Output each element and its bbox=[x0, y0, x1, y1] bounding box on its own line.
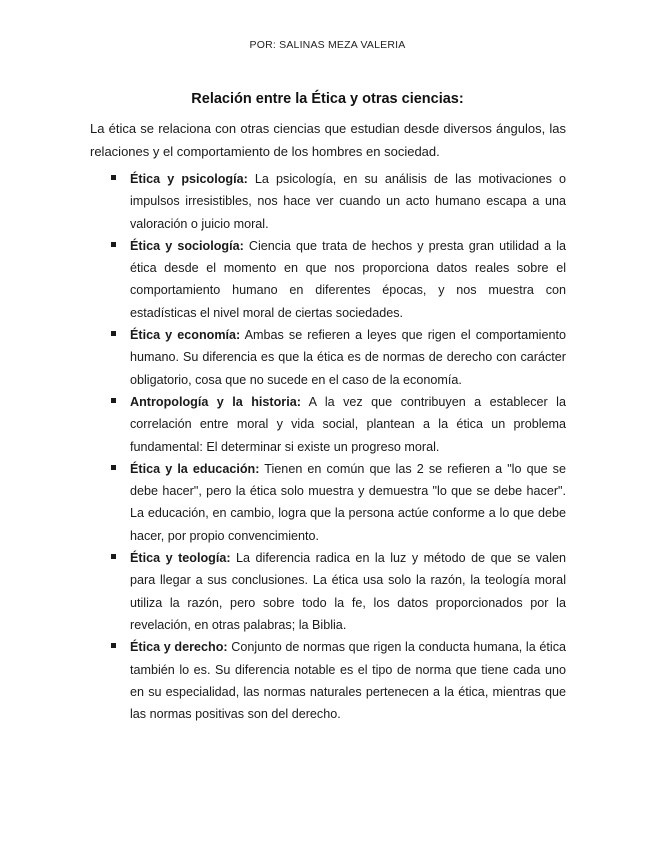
square-bullet-icon bbox=[111, 465, 116, 470]
list-item-term: Ética y sociología: bbox=[130, 238, 244, 253]
relations-list bbox=[90, 168, 566, 725]
list-item bbox=[90, 547, 566, 636]
list-item bbox=[90, 458, 566, 547]
list-item-term: Antropología y la historia: bbox=[130, 394, 301, 409]
square-bullet-icon bbox=[111, 175, 116, 180]
page-header-author: POR: SALINAS MEZA VALERIA bbox=[249, 39, 406, 51]
list-item-term: Ética y teología: bbox=[130, 551, 231, 566]
list-item-text: Tienen en común que las 2 se refieren a "lo que se debe hacer", pero la ética solo muestra y demuestra "lo que se debe hacer". La educación, en cambio, logra que la persona actúe conforme a lo que debe hacer, por propio convencimiento. bbox=[130, 461, 566, 543]
intro-paragraph: La ética se relaciona con otras ciencias que estudian desde diversos ángulos, las relaciones y el comportamiento de los hombres en sociedad. bbox=[90, 121, 566, 159]
list-item-term: Ética y economía: bbox=[130, 328, 241, 343]
square-bullet-icon bbox=[111, 242, 116, 247]
square-bullet-icon bbox=[111, 331, 116, 336]
list-item bbox=[90, 235, 566, 324]
list-item-text: Conjunto de normas que rigen la conducta humana, la ética también lo es. Su diferencia notable es el tipo de norma que tiene cada uno en su especialidad, las normas naturales pertenecen a la ética, mientras que las normas positivas son del derecho. bbox=[130, 640, 567, 722]
list-item bbox=[90, 636, 566, 725]
list-item bbox=[90, 324, 566, 391]
page-title: Relación entre la Ética y otras ciencias: bbox=[191, 91, 464, 107]
list-item-text: La diferencia radica en la luz y método de que se valen para llegar a sus conclusiones. La ética usa solo la razón, la teología moral utiliza la razón, pero sobre todo la fe, los datos proporcionados por la revelación, en otras palabras; la Biblia. bbox=[130, 551, 566, 632]
list-item-term: Ética y psicología: bbox=[130, 172, 248, 186]
square-bullet-icon bbox=[111, 554, 116, 559]
list-item-term: Ética y la educación: bbox=[130, 461, 260, 476]
list-item-term: Ética y derecho: bbox=[130, 640, 228, 655]
square-bullet-icon bbox=[111, 398, 116, 403]
list-item-text: Ambas se refieren a leyes que rigen el comportamiento humano. Su diferencia es que la ética es de normas de derecho con carácter obligatorio, cosa que no sucede en el caso de la economía. bbox=[130, 328, 566, 387]
square-bullet-icon bbox=[111, 643, 116, 648]
list-item-text: Ciencia que trata de hechos y presta gran utilidad a la ética desde el momento en que nos proporciona datos reales sobre el comportamiento humano en diferentes épocas, y nos muestra con estadísticas el nivel moral de ciertas sociedades. bbox=[130, 238, 566, 320]
list-item bbox=[90, 391, 566, 458]
list-item-text: La psicología, en su análisis de las motivaciones o impulsos irresistibles, nos hace ver cuando un acto humano escapa a una valoración o juicio moral. bbox=[130, 172, 566, 231]
list-item bbox=[90, 168, 566, 235]
list-item-text: A la vez que contribuyen a establecer la correlación entre moral y vida social, plantean a la ética un problema fundamental: El determinar si existe un progreso moral. bbox=[130, 394, 566, 454]
